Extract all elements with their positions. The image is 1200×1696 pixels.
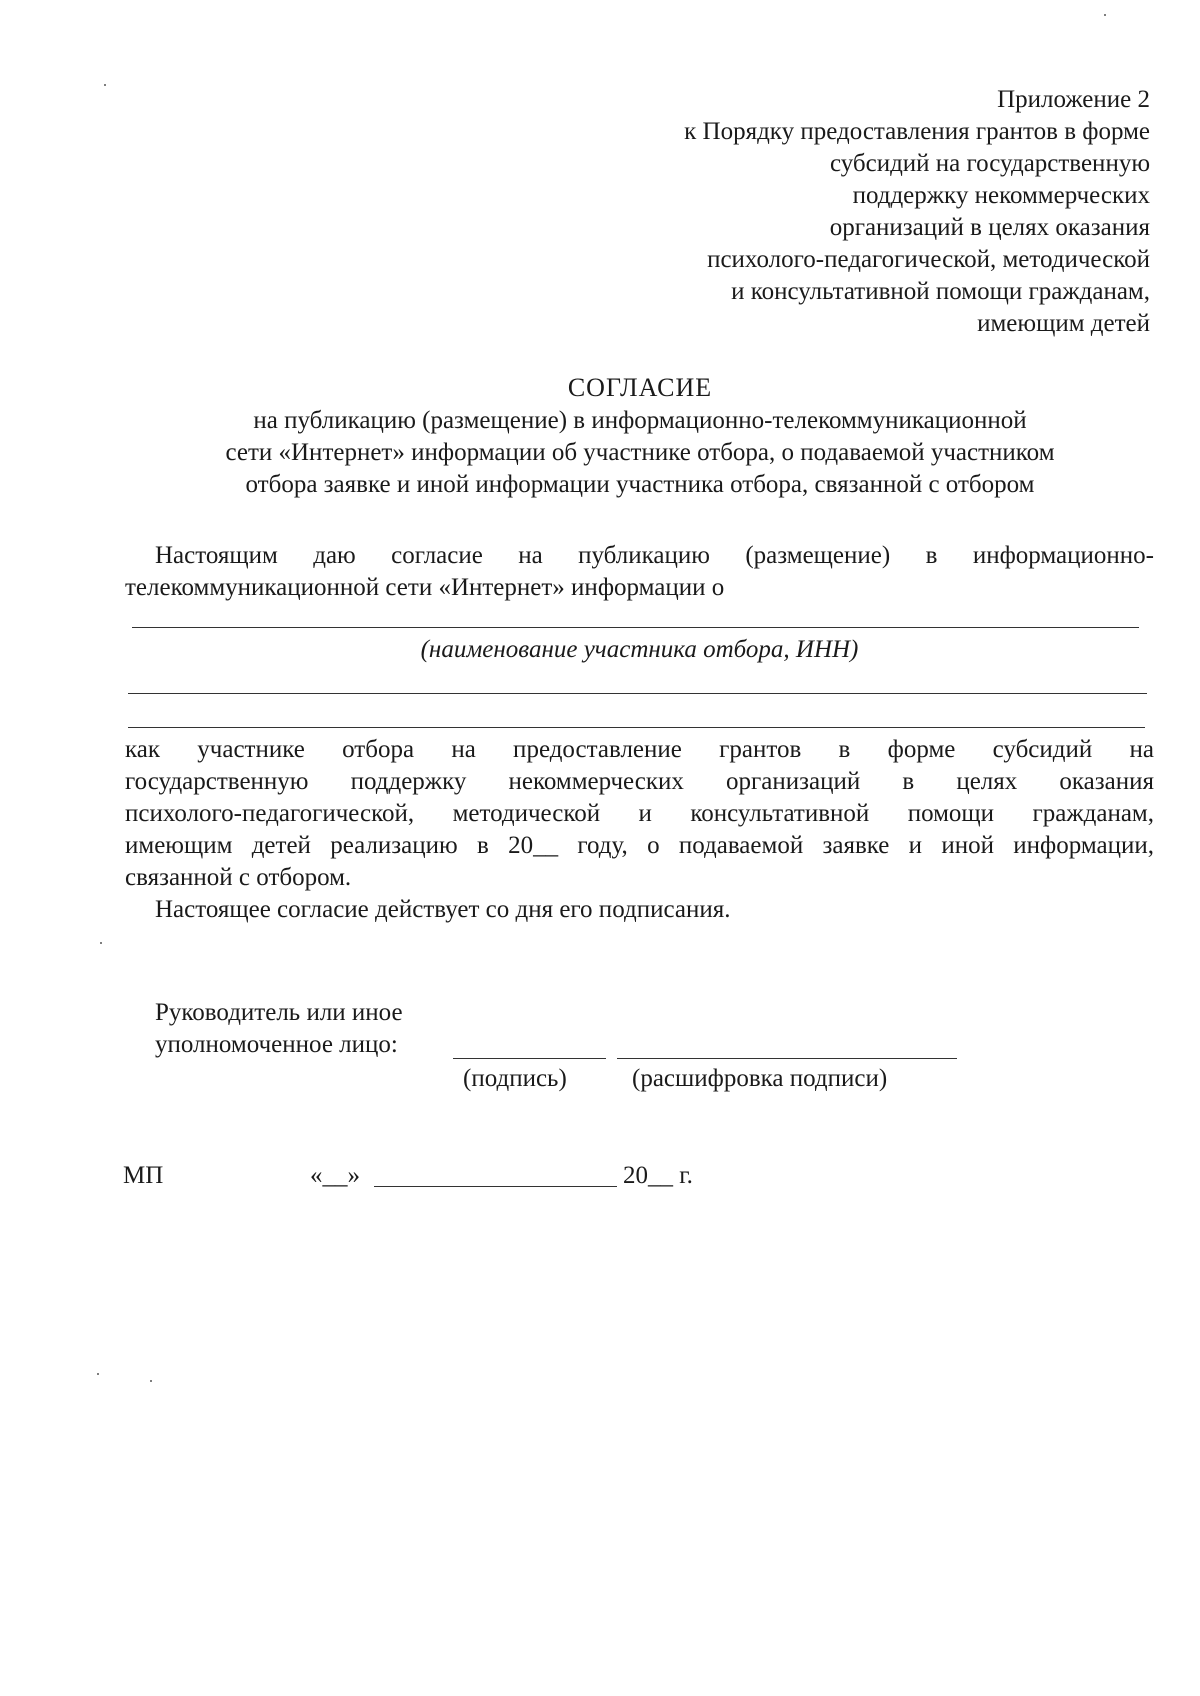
appendix-line: Приложение 2 (997, 86, 1150, 113)
signature-line[interactable] (453, 1058, 606, 1059)
title-subline: сети «Интернет» информации об участнике отбора, о подаваемой участником (225, 439, 1055, 466)
participant-line-3[interactable] (128, 727, 1145, 728)
participant-caption: (наименование участника отбора, ИНН) (420, 636, 859, 663)
intro-line-2: телекоммуникационной сети «Интернет» информации о (125, 574, 725, 601)
title-subline: отбора заявке и иной информации участника отбора, связанной с отбором (245, 471, 1035, 498)
appendix-line: и консультативной помощи гражданам, (731, 278, 1150, 305)
date-month-line[interactable] (374, 1186, 617, 1187)
title-heading: СОГЛАСИЕ (567, 373, 713, 402)
paragraph-line: имеющим детей реализацию в 20__ году, о подаваемой заявке и иной информации, (125, 832, 1154, 859)
document-title (150, 372, 1130, 501)
appendix-header (684, 84, 1150, 340)
seal-label: МП (123, 1162, 164, 1189)
title-subline: на публикацию (размещение) в информационно-телекоммуникационной (253, 407, 1027, 434)
appendix-line: субсидий на государственную (829, 150, 1150, 177)
appendix-line: психолого-педагогической, методической (707, 246, 1150, 273)
scan-speck (97, 1373, 99, 1375)
signature-caption: (подпись) (463, 1065, 567, 1092)
participant-name-line[interactable] (132, 627, 1139, 628)
scan-speck (1104, 14, 1106, 16)
paragraph-line: как участнике отбора на предоставление грантов в форме субсидий на (125, 736, 1154, 763)
participant-line-2[interactable] (128, 693, 1147, 694)
signature-decoding-line[interactable] (617, 1058, 957, 1059)
appendix-line: поддержку некоммерческих (852, 182, 1150, 209)
signer-label-line1: Руководитель или иное (155, 999, 403, 1026)
validity-statement: Настоящее согласие действует со дня его подписания. (155, 896, 731, 923)
appendix-line: к Порядку предоставления грантов в форме (684, 118, 1150, 145)
scan-speck (104, 84, 106, 86)
paragraph-line: связанной с отбором. (125, 864, 352, 891)
date-day[interactable]: «__» (310, 1162, 360, 1189)
scan-speck (100, 942, 102, 944)
signer-label-line2: уполномоченное лицо: (155, 1031, 398, 1058)
decoding-caption: (расшифровка подписи) (632, 1065, 888, 1092)
paragraph-line: психолого-педагогической, методической и консультативной помощи гражданам, (125, 800, 1154, 827)
paragraph-line: государственную поддержку некоммерческих организаций в целях оказания (125, 768, 1154, 795)
date-year[interactable]: 20__ г. (623, 1162, 693, 1189)
appendix-line: имеющим детей (977, 310, 1150, 337)
intro-line-1: Настоящим даю согласие на публикацию (размещение) в информационно- (155, 542, 1154, 569)
appendix-line: организаций в целях оказания (829, 214, 1150, 241)
scan-speck (150, 1380, 152, 1382)
